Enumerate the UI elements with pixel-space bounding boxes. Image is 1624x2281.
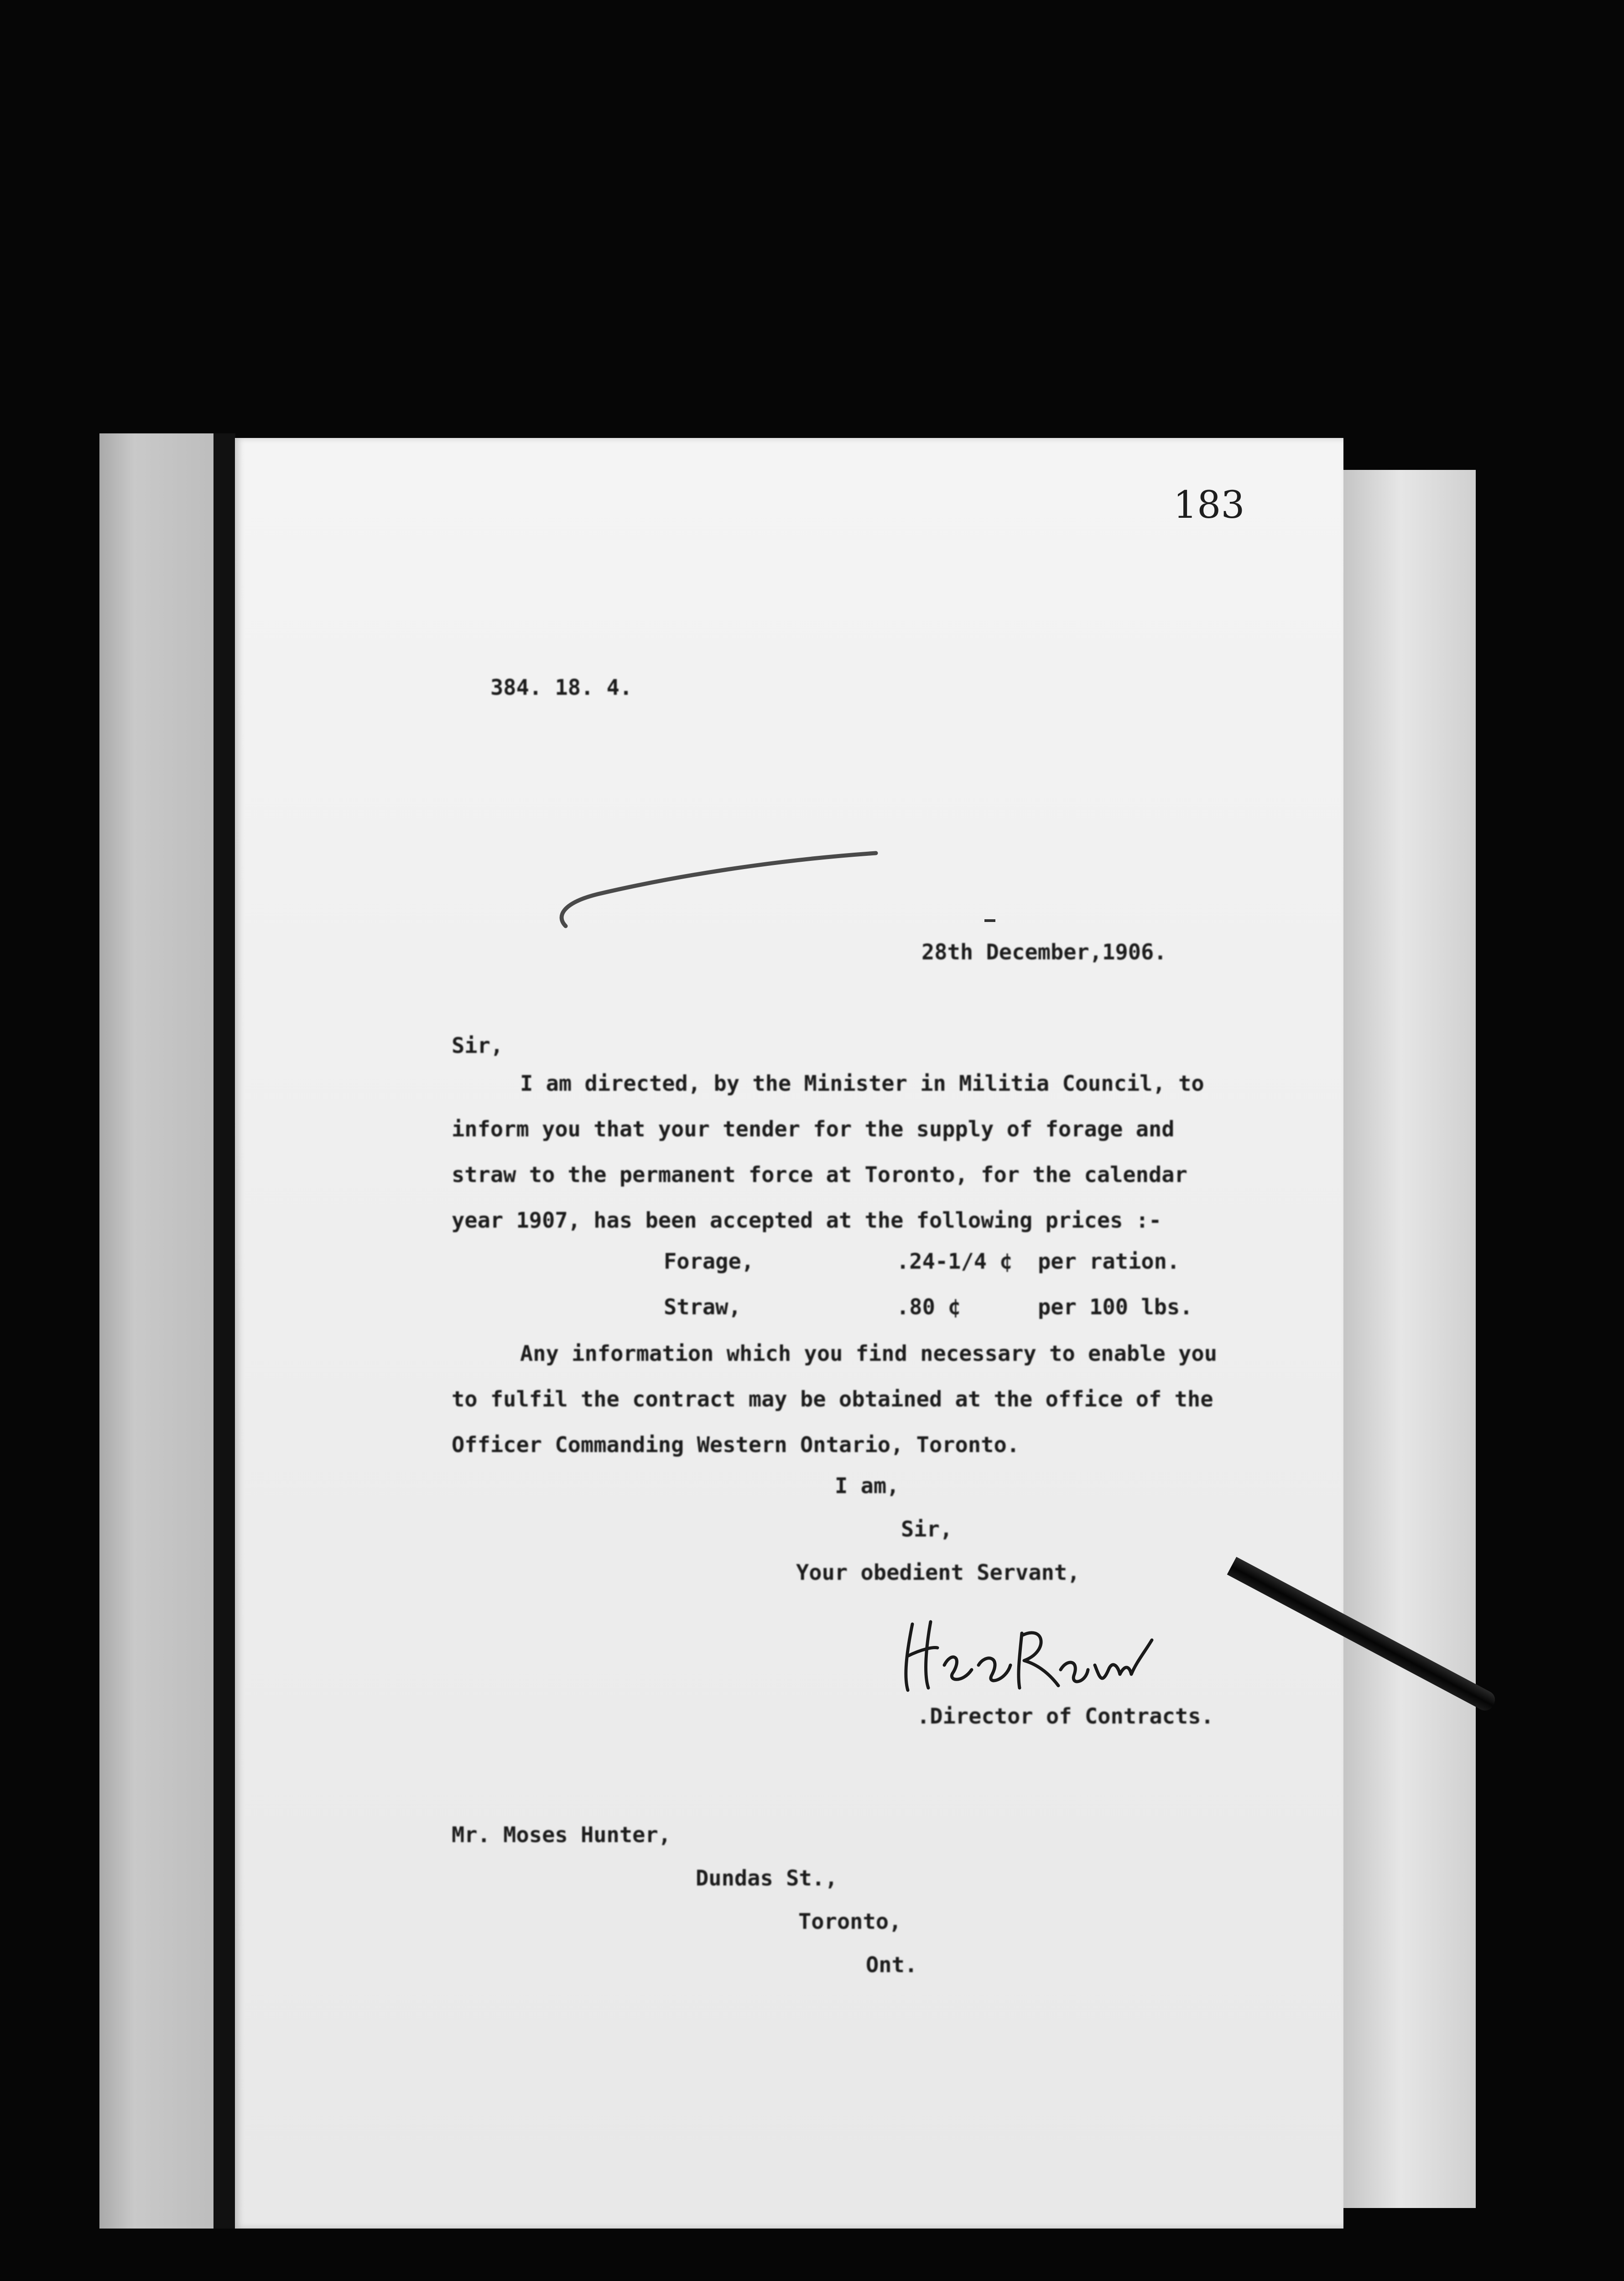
letter-date: 28th December,1906. [921,940,1167,965]
sign-off-line: I am, [835,1474,900,1499]
right-page-edge [1339,470,1476,2208]
body-line: inform you that your tender for the supply of forage and [452,1117,1175,1142]
sign-off-line: Your obedient Servant, [796,1560,1080,1585]
addressee-line: Ont. [866,1953,918,1978]
closing-line: to fulfil the contract may be obtained at the office of the [452,1387,1213,1412]
sign-off-line: Sir, [901,1517,953,1542]
binding-shadow [213,433,235,2229]
signatory-title: .Director of Contracts. [917,1704,1214,1729]
price-item: Forage, [664,1249,755,1274]
body-line: straw to the permanent force at Toronto, for the calendar [452,1162,1187,1187]
price-item: Straw, [664,1295,741,1320]
closing-line: Officer Commanding Western Ontario, Toronto. [452,1432,1020,1458]
salutation: Sir, [452,1033,504,1058]
ink-mark [984,919,995,922]
letter-page [235,438,1343,2229]
body-line: year 1907, has been accepted at the following prices :- [452,1208,1162,1233]
price-unit: per 100 lbs. [1038,1295,1193,1320]
price-value: .24-1/4 ¢ [896,1249,1013,1274]
left-facing-page-edge [99,433,216,2229]
pencil-tick-mark [538,849,885,940]
addressee-line: Toronto, [798,1909,902,1934]
handwritten-signature [894,1597,1159,1702]
folio-number: 183 [1173,484,1245,527]
addressee-line: Mr. Moses Hunter, [452,1823,671,1848]
body-line: I am directed, by the Minister in Militia Council, to [520,1071,1204,1096]
price-value: .80 ¢ [896,1295,961,1320]
closing-line: Any information which you find necessary to enable you [520,1341,1218,1366]
addressee-line: Dundas St., [696,1866,838,1891]
file-reference: 384. 18. 4. [490,675,633,700]
price-unit: per ration. [1038,1249,1180,1274]
